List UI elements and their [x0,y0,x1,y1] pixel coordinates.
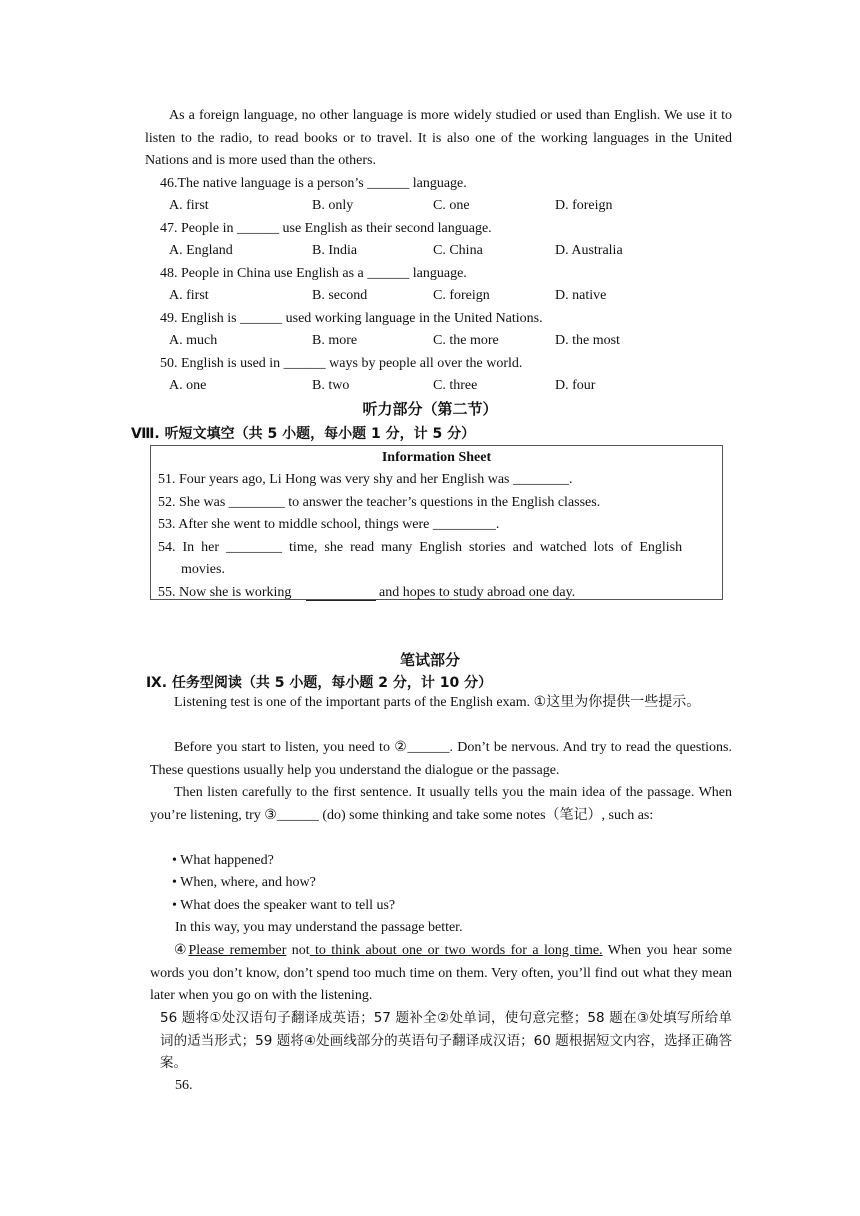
option: A. first [169,288,209,303]
info-item-52: 52. She was ________ to answer the teacher’s questions in the English classes. [158,495,601,510]
info-item-55-end: and hopes to study abroad one day. [379,585,576,600]
reading-paragraph-2: Before you start to listen, you need to ②______. Don’t be nervous. And try to read the questions. These questions usually help you understand the dialogue or the passage. [150,740,732,778]
reading-paragraph-1 [150,692,732,715]
option: C. one [433,198,470,213]
option: D. foreign [555,198,613,213]
option: D. Australia [555,243,623,258]
option: C. China [433,243,483,258]
information-sheet-title: Information Sheet [381,450,492,465]
option: C. the more [433,333,499,348]
answer-56-label: 56. [175,1078,193,1093]
question-46: 46.The native language is a person’s ______ language. [160,176,467,191]
option: D. four [555,378,596,393]
option: D. the most [555,333,620,348]
reading-paragraph-5 [150,940,732,1008]
option: B. more [312,333,358,348]
option: D. native [555,288,607,303]
task-instructions: 56 题将①处汉语句子翻译成英语；57 题补全②处单词，使句意完整；58 题在③处填写所给单词的适当形式；59 题将④处画线部分的英语句子翻译成汉语；60 题根据短文内容，选择正确答案。 [160,1010,732,1071]
reading-text: When you hear some words you don’t know, don’t spend too much time on them. Very often, you’ll find out what they mean later when you go on with the listening. [150,943,732,1003]
bullet-item: • What happened? [172,853,274,868]
option: B. second [312,288,368,303]
option: C. foreign [433,288,490,303]
option: A. one [169,378,207,393]
option: A. much [169,333,218,348]
section-9-title: Ⅸ. 任务型阅读（共 5 小题，每小题 2 分，计 10 分） [146,675,493,691]
info-item-53: 53. After she went to middle school, things were _________. [158,517,500,532]
info-item-54: 54. In her ________ time, she read many English stories and watched lots of English [158,540,683,555]
listening-heading: 听力部分（第二节） [362,400,498,418]
info-item-55: 55. Now she is working [158,585,292,600]
underlined-phrase: to think about one or two words for a long time. [309,943,603,958]
option: C. three [433,378,478,393]
info-item-54-cont: movies. [181,562,225,577]
written-heading: 笔试部分 [399,651,460,669]
underlined-phrase: Please remember [188,943,287,958]
bullet-item: • What does the speaker want to tell us? [172,898,396,913]
question-48: 48. People in China use English as a ______ language. [160,266,467,281]
information-sheet [150,445,723,600]
answer-blank-55 [306,600,376,601]
option: A. first [169,198,209,213]
info-item-51: 51. Four years ago, Li Hong was very shy and her English was ________. [158,472,573,487]
option: A. England [169,243,233,258]
option: B. India [312,243,358,258]
reading-paragraph-3: Then listen carefully to the first sentence. It usually tells you the main idea of the passage. When you’re listening, try ③______ (do) some thinking and take some notes（笔记）, such as: [150,785,732,823]
option: B. two [312,378,350,393]
bullet-item: • When, where, and how? [172,875,316,890]
section-8-title: Ⅷ. 听短文填空（共 5 小题，每小题 1 分，计 5 分） [131,426,476,442]
circled-4: ④ [174,943,189,958]
question-47: 47. People in ______ use English as their second language. [160,221,492,236]
question-49: 49. English is ______ used working language in the United Nations. [160,311,543,326]
passage-intro: As a foreign language, no other language is more widely studied or used than English. We use it to listen to the radio, to read books or to travel. It is also one of the working languages in the United Nations and is more used than the others. [145,108,732,168]
option: B. only [312,198,354,213]
reading-paragraph-4: In this way, you may understand the passage better. [175,920,463,935]
question-50: 50. English is used in ______ ways by people all over the world. [160,356,523,371]
plain-word: not [286,943,310,958]
reading-text: Listening test is one of the important parts of the English exam. ①这里为你提供一些提示。 [174,695,701,710]
